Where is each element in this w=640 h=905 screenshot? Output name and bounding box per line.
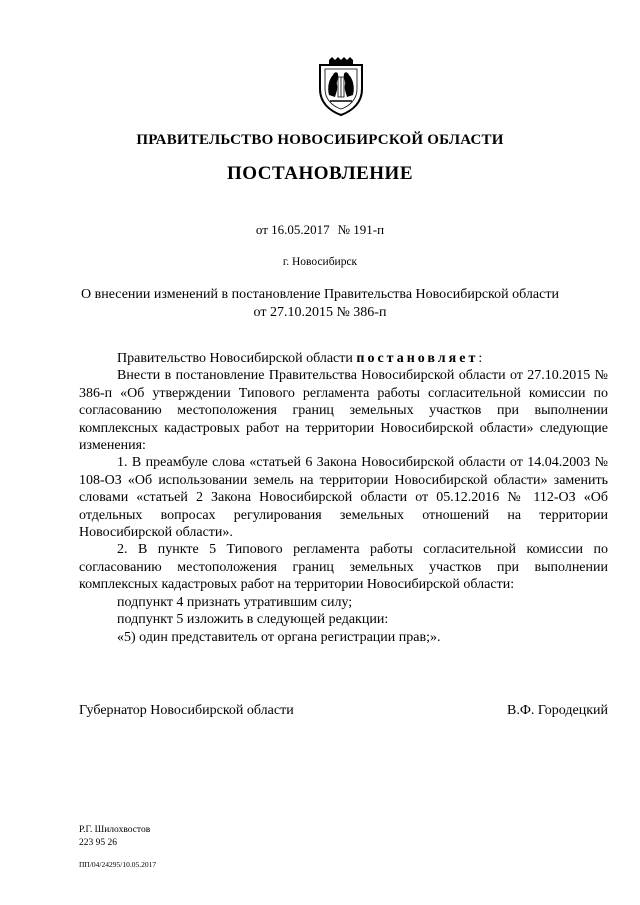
paragraph-item-1: 1. В преамбуле слова «статьей 6 Закона Новосибирской области от 14.04.2003 № 108-ОЗ «Об использовании земель на территории Новосибирской области» заменить словами «статьей 2 Закона Новосибирской области от 05.12.2016 № 112-ОЗ «Об отдельных вопросах регулирования земельных отношений на территории Новосибирской области».: [79, 455, 608, 541]
registration-number: ПП/04/24295/10.05.2017: [79, 860, 157, 869]
paragraph-subitem-5: подпункт 5 изложить в следующей редакции:: [117, 612, 389, 628]
preamble-actor: Правительство Новосибирской области: [117, 351, 353, 366]
paragraph-new-wording: «5) один представитель от органа регистрации прав;».: [117, 629, 441, 645]
paragraph-amend: Внести в постановление Правительства Новосибирской области от 27.10.2015 № 386-п «Об утверждении Типового регламента работы согласительной комиссии по согласованию местоположения границ земельных участков при выполнении комплексных кадастровых работ на территории Новосибирской области» следующие изменения:: [79, 368, 608, 454]
paragraph-subitem-4: подпункт 4 признать утратившим силу;: [117, 594, 353, 610]
signature-block: [79, 703, 608, 719]
document-date: от 16.05.2017: [255, 222, 330, 237]
city-name: г. Новосибирск: [282, 256, 358, 268]
executor-phone: 223 95 26: [79, 838, 117, 848]
executor-name: Р.Г. Шилохвостов: [79, 825, 151, 835]
organization-name: ПРАВИТЕЛЬСТВО НОВОСИБИРСКОЙ ОБЛАСТИ: [136, 132, 504, 148]
signatory-name: В.Ф. Городецкий: [507, 703, 608, 718]
subject-line-1: О внесении изменений в постановление Правительства Новосибирской области: [81, 287, 559, 302]
preamble: [79, 350, 608, 367]
coat-of-arms-icon: [316, 57, 366, 117]
subject-line-2: от 27.10.2015 № 386-п: [253, 305, 387, 320]
document-number: № 191-п: [337, 222, 385, 237]
signatory-title: Губернатор Новосибирской области: [79, 703, 294, 718]
document-type: ПОСТАНОВЛЕНИЕ: [226, 163, 414, 184]
paragraph-item-2: 2. В пункте 5 Типового регламента работы согласительной комиссии по согласованию местоположения границ земельных участков при выполнении комплексных кадастровых работ на территории Новосибирской области:: [79, 542, 608, 593]
document-body: [79, 350, 608, 646]
preamble-colon: :: [478, 351, 483, 366]
date-number-line: [0, 222, 640, 238]
document-subject: [0, 286, 640, 322]
preamble-verb: постановляет: [356, 351, 479, 366]
